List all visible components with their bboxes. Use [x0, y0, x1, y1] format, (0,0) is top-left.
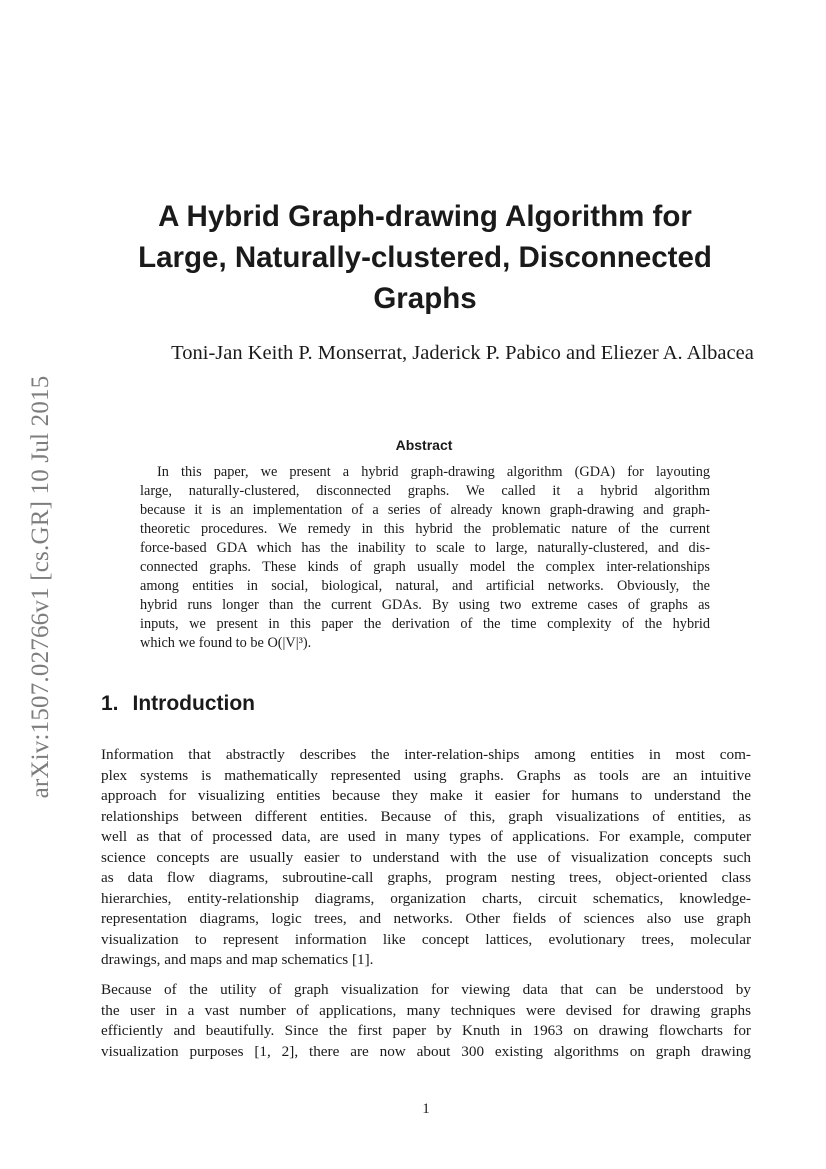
title-line: A Hybrid Graph-drawing Algorithm for — [158, 200, 692, 233]
abstract-line: hybrid runs longer than the current GDAs. By using two extreme cases of graphs as — [140, 597, 710, 613]
abstract-line: connected graphs. These kinds of graph usually model the complex inter-relationships — [140, 559, 710, 575]
paragraph-line: representation diagrams, logic trees, and networks. Other fields of sciences also use graph — [101, 910, 751, 927]
paragraph-line: Information that abstractly describes the inter-relation-ships among entities in most com- — [101, 746, 751, 763]
paragraph-line: approach for visualizing entities because they make it easier for humans to understand the — [101, 787, 751, 804]
abstract-line: theoretic procedures. We remedy in this hybrid the problematic nature of the current — [140, 521, 710, 537]
abstract-line: large, naturally-clustered, disconnected graphs. We called it a hybrid algorithm — [140, 483, 710, 499]
paragraph-line: visualization purposes [1, 2], there are now about 300 existing algorithms on graph drawing — [101, 1042, 751, 1060]
arxiv-identifier-stamp: arXiv:1507.02766v1 [cs.GR] 10 Jul 2015 — [27, 375, 54, 799]
abstract-line: which we found to be O(|V|³). — [140, 635, 312, 651]
abstract-line: inputs, we present in this paper the derivation of the time complexity of the hybrid — [140, 616, 710, 632]
page-number: 1 — [422, 1101, 430, 1117]
paragraph-line: drawings, and maps and map schematics [1]. — [101, 951, 374, 968]
abstract-line: because it is an implementation of a series of already known graph-drawing and graph- — [140, 502, 710, 518]
title-line: Large, Naturally-clustered, Disconnected — [138, 241, 712, 274]
paragraph-line: plex systems is mathematically represented using graphs. Graphs as tools are an intuitive — [101, 766, 751, 784]
paragraph-line: Because of the utility of graph visualization for viewing data that can be understood by — [101, 981, 751, 998]
abstract-body — [140, 463, 710, 653]
paragraph-line: well as that of processed data, are used in many types of applications. For example, computer — [101, 828, 751, 845]
author-list: Toni-Jan Keith P. Monserrat, Jaderick P. Pabico and Eliezer A. Albacea — [171, 342, 754, 364]
paragraph-line: science concepts are usually easier to understand with the use of visualization concepts such — [101, 848, 751, 866]
section-heading-introduction — [101, 692, 255, 716]
section-title: Introduction — [132, 692, 255, 715]
section-number: 1. — [101, 692, 119, 715]
paragraph-line: visualization to represent information like concept lattices, evolutionary trees, molecular — [101, 930, 751, 948]
abstract-heading: Abstract — [395, 437, 453, 453]
abstract-line: In this paper, we present a hybrid graph-drawing algorithm (GDA) for layouting — [157, 464, 710, 480]
paragraph-line: as data flow diagrams, subroutine-call graphs, program nesting trees, object-oriented class — [101, 869, 751, 886]
introduction-paragraph-1 — [101, 745, 751, 971]
abstract-line: among entities in social, biological, natural, and artificial networks. Obviously, the — [140, 578, 710, 594]
paragraph-line: the user in a vast number of applications, many techniques were devised for drawing graphs — [101, 1001, 751, 1019]
paragraph-line: efficiently and beautifully. Since the first paper by Knuth in 1963 on drawing flowcharts for — [101, 1022, 751, 1039]
title-line: Graphs — [373, 282, 477, 315]
paragraph-line: relationships between different entities. Because of this, graph visualizations of entities, as — [101, 807, 751, 825]
paragraph-line: hierarchies, entity-relationship diagrams, organization charts, circuit schematics, knowledge- — [101, 889, 751, 907]
abstract-line: force-based GDA which has the inability to scale to large, naturally-clustered, and dis- — [140, 540, 710, 556]
introduction-paragraph-2 — [101, 980, 751, 1062]
paper-title — [60, 196, 790, 319]
